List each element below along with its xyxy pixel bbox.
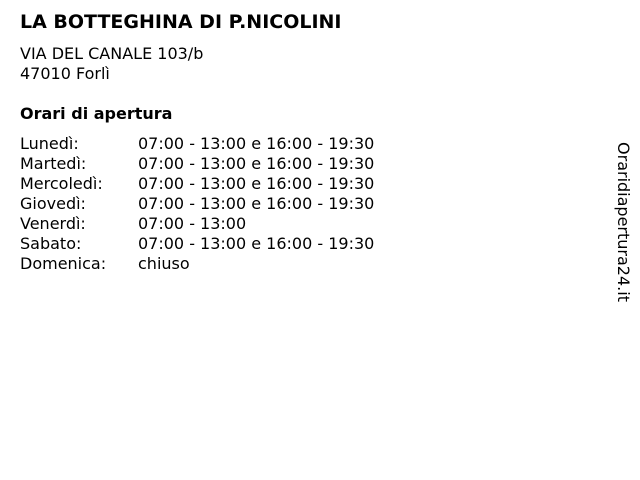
hours-value: 07:00 - 13:00 e 16:00 - 19:30 (138, 234, 375, 253)
hours-value: chiuso (138, 254, 190, 273)
day-label: Sabato: (20, 234, 82, 253)
hours-value: 07:00 - 13:00 e 16:00 - 19:30 (138, 174, 375, 193)
day-label: Martedì: (20, 154, 87, 173)
day-label: Giovedì: (20, 194, 86, 213)
day-label: Domenica: (20, 254, 107, 273)
hours-heading: Orari di apertura (20, 104, 173, 123)
hours-value: 07:00 - 13:00 e 16:00 - 19:30 (138, 194, 375, 213)
hours-value: 07:00 - 13:00 e 16:00 - 19:30 (138, 134, 375, 153)
hours-value: 07:00 - 13:00 (138, 214, 247, 233)
address-city: 47010 Forlì (20, 64, 110, 83)
address-street: VIA DEL CANALE 103/b (20, 44, 204, 63)
day-label: Lunedì: (20, 134, 79, 153)
day-label: Venerdì: (20, 214, 86, 233)
store-name: LA BOTTEGHINA DI P.NICOLINI (20, 11, 342, 33)
brand-watermark: Oraridiapertura24.it (614, 142, 633, 302)
hours-value: 07:00 - 13:00 e 16:00 - 19:30 (138, 154, 375, 173)
day-label: Mercoledì: (20, 174, 103, 193)
